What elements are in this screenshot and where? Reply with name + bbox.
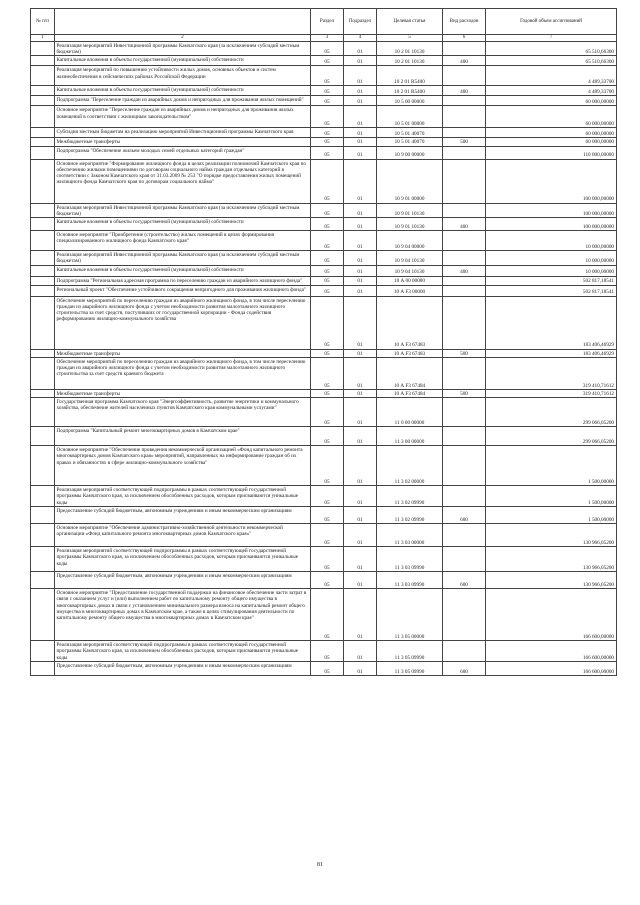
- header-amount: Годовой объем ассигнований: [486, 9, 617, 35]
- cell-amount: 110 000,00000: [486, 146, 617, 159]
- cell-amount: 166 600,00000: [486, 589, 617, 641]
- cell-exp-type: [443, 251, 486, 265]
- cell-target: 10 А F3 67483: [377, 296, 443, 349]
- cell-section: 05: [311, 446, 344, 486]
- cell-subsection: 01: [344, 251, 377, 265]
- cell-exp-type: [443, 398, 486, 427]
- cell-section: 05: [311, 86, 344, 96]
- cell-target: 10 9 04 10130: [377, 265, 443, 276]
- cell-num: [31, 641, 55, 662]
- cell-section: 05: [311, 56, 344, 66]
- cell-name: Подпрограмма "Обеспечение жильем молодых семей отдельных категорий граждан": [55, 146, 311, 159]
- cell-exp-type: [443, 296, 486, 349]
- cell-name: Предоставление субсидий бюджетным, автономным учреждениям и иным некоммерческим организациям: [55, 661, 311, 675]
- cell-target: 10 А F3 67484: [377, 389, 443, 397]
- cell-name: Предоставление субсидий бюджетным, автономным учреждениям и иным некоммерческим организациям: [55, 507, 311, 524]
- cell-num: [31, 106, 55, 128]
- cell-subsection: 01: [344, 128, 377, 138]
- cell-target: 10 2 01 10130: [377, 42, 443, 56]
- cell-subsection: 01: [344, 572, 377, 589]
- table-row: [31, 146, 617, 159]
- table-row: [31, 296, 617, 349]
- cell-exp-type: 400: [443, 86, 486, 96]
- cell-target: 10 2 01 R5400: [377, 66, 443, 86]
- cell-section: 05: [311, 285, 344, 296]
- table-row: [31, 231, 617, 251]
- cell-num: [31, 265, 55, 276]
- cell-section: 05: [311, 128, 344, 138]
- cell-name: Капитальные вложения в объекты государственной (муниципальной) собственности: [55, 86, 311, 96]
- cell-target: 11 3 03 00000: [377, 524, 443, 547]
- header-subsection: Подраздел: [344, 9, 377, 35]
- cell-target: 10 5 01 40070: [377, 128, 443, 138]
- table-row: [31, 251, 617, 265]
- cell-target: 10 9 00 00000: [377, 146, 443, 159]
- cell-name: Реализация мероприятий соответствующей подпрограммы в рамках соответствующей государственной программы Камчатского края, за исключением обособленных расходов, которым присваиваются уникальные коды: [55, 547, 311, 572]
- cell-section: 05: [311, 524, 344, 547]
- cell-amount: 130 966,05200: [486, 524, 617, 547]
- index-cell: 3: [311, 35, 344, 42]
- table-row: [31, 589, 617, 641]
- cell-num: [31, 486, 55, 507]
- cell-num: [31, 56, 55, 66]
- cell-amount: 299 066,05200: [486, 398, 617, 427]
- cell-amount: 60 000,00000: [486, 96, 617, 106]
- header-exp-type: Вид расходов: [443, 9, 486, 35]
- cell-subsection: 01: [344, 138, 377, 146]
- cell-amount: 502 817,18541: [486, 285, 617, 296]
- table-row: [31, 66, 617, 86]
- table-row: [31, 159, 617, 203]
- cell-target: 11 3 02 00000: [377, 446, 443, 486]
- cell-exp-type: [443, 106, 486, 128]
- cell-section: 05: [311, 641, 344, 662]
- cell-num: [31, 572, 55, 589]
- cell-amount: 60 000,00000: [486, 128, 617, 138]
- cell-target: 10 А F3 00000: [377, 285, 443, 296]
- cell-target: 10 9 04 00000: [377, 231, 443, 251]
- cell-exp-type: [443, 42, 486, 56]
- cell-name: Субсидии местным бюджетам на реализацию мероприятий Инвестиционной программы Камчатского края: [55, 128, 311, 138]
- table-row: [31, 641, 617, 662]
- cell-subsection: 01: [344, 42, 377, 56]
- cell-num: [31, 547, 55, 572]
- cell-num: [31, 218, 55, 231]
- table-row: [31, 42, 617, 56]
- cell-exp-type: [443, 231, 486, 251]
- cell-subsection: 01: [344, 285, 377, 296]
- cell-subsection: 01: [344, 86, 377, 96]
- cell-name: Реализация мероприятий Инвестиционной программы Камчатского края (за исключением субсидий местным бюджетам): [55, 42, 311, 56]
- cell-name: Подпрограмма "Капитальный ремонт многоквартирных домов в Камчатском крае": [55, 427, 311, 446]
- cell-exp-type: [443, 427, 486, 446]
- cell-num: [31, 276, 55, 285]
- cell-num: [31, 507, 55, 524]
- table-row: [31, 398, 617, 427]
- cell-exp-type: [443, 547, 486, 572]
- cell-target: 10 А 00 00000: [377, 276, 443, 285]
- cell-target: 10 2 01 R5400: [377, 86, 443, 96]
- cell-target: 11 3 03 09990: [377, 547, 443, 572]
- cell-name: Подпрограмма "Региональная адресная программа по переселению граждан из аварийного жилищного фонда": [55, 276, 311, 285]
- cell-subsection: 01: [344, 106, 377, 128]
- cell-amount: 166 600,00000: [486, 661, 617, 675]
- cell-subsection: 01: [344, 389, 377, 397]
- table-row: [31, 389, 617, 397]
- cell-subsection: 01: [344, 349, 377, 357]
- cell-name: Межбюджетные трансферты: [55, 349, 311, 357]
- cell-section: 05: [311, 146, 344, 159]
- cell-subsection: 01: [344, 357, 377, 389]
- cell-section: 05: [311, 389, 344, 397]
- cell-amount: 130 966,05200: [486, 572, 617, 589]
- table-row: [31, 203, 617, 217]
- cell-amount: 4 489,33700: [486, 66, 617, 86]
- cell-subsection: 01: [344, 231, 377, 251]
- header-section: Раздел: [311, 9, 344, 35]
- cell-exp-type: [443, 96, 486, 106]
- cell-subsection: 01: [344, 265, 377, 276]
- cell-subsection: 01: [344, 507, 377, 524]
- index-cell: 7: [486, 35, 617, 42]
- cell-section: 05: [311, 427, 344, 446]
- cell-num: [31, 427, 55, 446]
- cell-subsection: 01: [344, 446, 377, 486]
- table-row: [31, 427, 617, 446]
- cell-exp-type: [443, 203, 486, 217]
- cell-subsection: 01: [344, 66, 377, 86]
- cell-name: Межбюджетные трансферты: [55, 389, 311, 397]
- cell-target: 11 3 03 09990: [377, 572, 443, 589]
- page-number: 81: [317, 862, 323, 868]
- cell-section: 05: [311, 276, 344, 285]
- cell-num: [31, 296, 55, 349]
- cell-amount: 10 000,00000: [486, 265, 617, 276]
- table-row: [31, 486, 617, 507]
- cell-target: 10 5 01 00000: [377, 106, 443, 128]
- cell-name: Реализация мероприятий Инвестиционной программы Камчатского края (за исключением субсидий местным бюджетам): [55, 203, 311, 217]
- cell-name: Основное мероприятие "Обеспечение проведения некоммерческой организацией «Фонд капитального ремонта многоквартирных домов Камчатского края» мероприятий, направленных на информирование граждан об их правах и обязанностях в сфере жилищно-коммунального хозяйства": [55, 446, 311, 486]
- cell-section: 05: [311, 203, 344, 217]
- cell-subsection: 01: [344, 641, 377, 662]
- cell-target: 10 А F3 67484: [377, 357, 443, 389]
- cell-section: 05: [311, 547, 344, 572]
- cell-name: Реализация мероприятий соответствующей подпрограммы в рамках соответствующей государственной программы Камчатского края, за исключением обособленных расходов, которым присваиваются уникальные коды: [55, 641, 311, 662]
- cell-section: 05: [311, 296, 344, 349]
- cell-num: [31, 589, 55, 641]
- cell-subsection: 01: [344, 218, 377, 231]
- cell-exp-type: [443, 446, 486, 486]
- cell-num: [31, 349, 55, 357]
- cell-name: Подпрограмма "Переселение граждан из аварийных домов и непригодных для проживания жилых помещений": [55, 96, 311, 106]
- cell-target: 11 3 02 09990: [377, 486, 443, 507]
- table-row: [31, 96, 617, 106]
- cell-num: [31, 251, 55, 265]
- cell-target: 10 9 04 10130: [377, 251, 443, 265]
- cell-amount: 166 600,00000: [486, 641, 617, 662]
- cell-target: 10 9 01 10130: [377, 218, 443, 231]
- table-row: [31, 446, 617, 486]
- cell-amount: 60 000,00000: [486, 106, 617, 128]
- cell-amount: 319 410,71612: [486, 357, 617, 389]
- cell-exp-type: [443, 486, 486, 507]
- table-row: [31, 661, 617, 675]
- cell-name: Реализация мероприятий соответствующей подпрограммы в рамках соответствующей государственной программы Камчатского края, за исключением обособленных расходов, которым присваиваются уникальные коды: [55, 486, 311, 507]
- cell-name: Обеспечение мероприятий по переселению граждан из аварийного жилищного фонда, в том числе переселению граждан из аварийного жилищного фонда с учетом необходимости развития малоэтажного жилищного строительства за счет средств, поступивших от государственной корпорации - Фонда содействия реформированию жилищно-коммунального хозяйства: [55, 296, 311, 349]
- cell-name: Реализация мероприятий по повышению устойчивости жилых домов, основных объектов и систем жизнеобеспечения в сейсмических районах Российской Федерации: [55, 66, 311, 86]
- cell-section: 05: [311, 96, 344, 106]
- cell-num: [31, 159, 55, 203]
- cell-subsection: 01: [344, 486, 377, 507]
- cell-section: 05: [311, 42, 344, 56]
- cell-subsection: 01: [344, 203, 377, 217]
- cell-num: [31, 231, 55, 251]
- cell-amount: 130 966,05200: [486, 547, 617, 572]
- table-row: [31, 507, 617, 524]
- cell-subsection: 01: [344, 398, 377, 427]
- cell-subsection: 01: [344, 296, 377, 349]
- cell-exp-type: 400: [443, 218, 486, 231]
- cell-subsection: 01: [344, 56, 377, 66]
- header-target: Целевая статья: [377, 9, 443, 35]
- cell-name: Межбюджетные трансферты: [55, 138, 311, 146]
- cell-name: Основное мероприятие "Обеспечение административно-хозяйственной деятельности некоммерческой организации «Фонд капитального ремонта многоквартирных домов Камчатского края»": [55, 524, 311, 547]
- cell-section: 05: [311, 357, 344, 389]
- cell-num: [31, 661, 55, 675]
- cell-subsection: 01: [344, 589, 377, 641]
- index-cell: 4: [344, 35, 377, 42]
- cell-section: 05: [311, 398, 344, 427]
- cell-section: 05: [311, 66, 344, 86]
- cell-num: [31, 86, 55, 96]
- cell-num: [31, 128, 55, 138]
- cell-section: 05: [311, 265, 344, 276]
- cell-target: 10 2 01 10130: [377, 56, 443, 66]
- cell-name: Предоставление субсидий бюджетным, автономным учреждениям и иным некоммерческим организациям: [55, 572, 311, 589]
- cell-section: 05: [311, 159, 344, 203]
- cell-num: [31, 146, 55, 159]
- cell-num: [31, 389, 55, 397]
- cell-subsection: 01: [344, 427, 377, 446]
- cell-exp-type: 500: [443, 138, 486, 146]
- cell-exp-type: [443, 524, 486, 547]
- cell-exp-type: [443, 66, 486, 86]
- cell-amount: 100 000,00000: [486, 218, 617, 231]
- cell-amount: 183 406,46929: [486, 296, 617, 349]
- cell-amount: 100 000,00000: [486, 203, 617, 217]
- cell-exp-type: [443, 641, 486, 662]
- cell-name: Основное мероприятие "Предоставление государственной поддержки на финансовое обеспечение части затрат в связи с оказанием услуг и (или) выполнением работ по капитальному ремонту общего имущества в многоквартирных домах в связи с установлением минимального размера взноса на капитальный ремонт общего имущества в многоквартирных домах в Камчатском крае, а также в целях стимулирования деятельности по капитальному ремонту общего имущества в многоквартирных домах в Камчатском крае": [55, 589, 311, 641]
- cell-target: 11 3 05 09990: [377, 661, 443, 675]
- cell-name: Обеспечение мероприятий по переселению граждан из аварийного жилищного фонда, в том числе переселению граждан из аварийного жилищного фонда с учетом необходимости развития малоэтажного жилищного строительства за счет средств краевого бюджета: [55, 357, 311, 389]
- cell-section: 05: [311, 572, 344, 589]
- cell-num: [31, 398, 55, 427]
- cell-section: 05: [311, 138, 344, 146]
- cell-target: 10 5 01 40070: [377, 138, 443, 146]
- cell-num: [31, 96, 55, 106]
- cell-exp-type: [443, 276, 486, 285]
- table-body: [31, 42, 617, 676]
- cell-section: 05: [311, 507, 344, 524]
- cell-name: Реализация мероприятий Инвестиционной программы Камчатского края (за исключением субсидий местным бюджетам): [55, 251, 311, 265]
- cell-name: Государственная программа Камчатского края "Энергоэффективность, развитие энергетики и коммунального хозяйства, обеспечение жителей населенных пунктов Камчатского края коммунальными услугами": [55, 398, 311, 427]
- cell-subsection: 01: [344, 547, 377, 572]
- cell-section: 05: [311, 589, 344, 641]
- cell-target: 11 3 05 00000: [377, 589, 443, 641]
- cell-target: 10 5 00 00000: [377, 96, 443, 106]
- cell-exp-type: 400: [443, 265, 486, 276]
- cell-num: [31, 446, 55, 486]
- header-num: № п/п: [31, 9, 55, 35]
- cell-amount: 65 510,66300: [486, 42, 617, 56]
- cell-amount: 299 066,05200: [486, 427, 617, 446]
- table-row: [31, 357, 617, 389]
- cell-name: Капитальные вложения в объекты государственной (муниципальной) собственности: [55, 265, 311, 276]
- cell-amount: 183 406,46929: [486, 349, 617, 357]
- index-cell: 5: [377, 35, 443, 42]
- table-row: [31, 106, 617, 128]
- cell-section: 05: [311, 349, 344, 357]
- cell-amount: 1 500,00000: [486, 486, 617, 507]
- cell-exp-type: [443, 128, 486, 138]
- table-row: [31, 86, 617, 96]
- cell-num: [31, 357, 55, 389]
- index-cell: 6: [443, 35, 486, 42]
- cell-exp-type: [443, 146, 486, 159]
- cell-target: 10 9 01 00000: [377, 159, 443, 203]
- cell-section: 05: [311, 486, 344, 507]
- index-cell: 1: [31, 35, 55, 42]
- cell-exp-type: [443, 285, 486, 296]
- table-row: [31, 285, 617, 296]
- cell-exp-type: 500: [443, 349, 486, 357]
- cell-subsection: 01: [344, 146, 377, 159]
- cell-target: 10 9 01 10130: [377, 203, 443, 217]
- cell-subsection: 01: [344, 159, 377, 203]
- cell-amount: 4 489,33700: [486, 86, 617, 96]
- cell-amount: 1 500,00000: [486, 507, 617, 524]
- cell-exp-type: 400: [443, 56, 486, 66]
- table-row: [31, 524, 617, 547]
- cell-num: [31, 524, 55, 547]
- cell-name: Основное мероприятие "Приобретение (строительство) жилых помещений в целях формирования специализированного жилищного фонда Камчатского края": [55, 231, 311, 251]
- table-row: [31, 128, 617, 138]
- cell-amount: 65 510,66300: [486, 56, 617, 66]
- cell-subsection: 01: [344, 276, 377, 285]
- cell-section: 05: [311, 106, 344, 128]
- cell-exp-type: 600: [443, 661, 486, 675]
- cell-section: 05: [311, 251, 344, 265]
- cell-amount: 100 000,00000: [486, 159, 617, 203]
- table-row: [31, 56, 617, 66]
- table-index-row: [31, 35, 617, 42]
- table-header-row: [31, 9, 617, 35]
- cell-exp-type: 600: [443, 572, 486, 589]
- cell-subsection: 01: [344, 661, 377, 675]
- cell-num: [31, 203, 55, 217]
- cell-name: Капитальные вложения в объекты государственной (муниципальной) собственности: [55, 218, 311, 231]
- cell-subsection: 01: [344, 524, 377, 547]
- cell-exp-type: 500: [443, 389, 486, 397]
- cell-section: 05: [311, 661, 344, 675]
- cell-name: Региональный проект "Обеспечение устойчивого сокращения непригодного для проживания жилищного фонда": [55, 285, 311, 296]
- cell-exp-type: [443, 357, 486, 389]
- table-row: [31, 276, 617, 285]
- cell-exp-type: [443, 589, 486, 641]
- cell-target: 11 3 02 09990: [377, 507, 443, 524]
- cell-name: Капитальные вложения в объекты государственной (муниципальной) собственности: [55, 56, 311, 66]
- cell-amount: 60 000,00000: [486, 138, 617, 146]
- table-row: [31, 218, 617, 231]
- cell-exp-type: 600: [443, 507, 486, 524]
- table-row: [31, 572, 617, 589]
- cell-amount: 502 817,18541: [486, 276, 617, 285]
- cell-num: [31, 66, 55, 86]
- budget-sheet: [30, 8, 616, 676]
- cell-name: Основное мероприятие "Формирование жилищного фонда в целях реализации полномочий Камчатского края по обеспечению жилыми помещениями по договорам социального найма граждан отдельных категорий в соответствии с Законом Камчатского края от 31.03.2009 № 253 "О порядке предоставления жилых помещений жилищного фонда Камчатского края по договорам социального найма": [55, 159, 311, 203]
- table-row: [31, 349, 617, 357]
- cell-target: 11 3 05 09990: [377, 641, 443, 662]
- cell-subsection: 01: [344, 96, 377, 106]
- cell-amount: 319 410,71612: [486, 389, 617, 397]
- cell-num: [31, 285, 55, 296]
- table-row: [31, 547, 617, 572]
- cell-target: 11 3 00 00000: [377, 427, 443, 446]
- table-row: [31, 138, 617, 146]
- cell-target: 11 0 00 00000: [377, 398, 443, 427]
- table-row: [31, 265, 617, 276]
- cell-section: 05: [311, 218, 344, 231]
- cell-amount: 1 500,00000: [486, 446, 617, 486]
- header-name: [55, 9, 311, 35]
- cell-amount: 10 000,00000: [486, 251, 617, 265]
- cell-exp-type: [443, 159, 486, 203]
- cell-target: 10 А F3 67483: [377, 349, 443, 357]
- cell-num: [31, 42, 55, 56]
- index-cell: 2: [55, 35, 311, 42]
- cell-name: Основное мероприятие "Переселение граждан из аварийных домов и непригодных для проживания жилых помещений в соответствии с жилищным законодательством": [55, 106, 311, 128]
- cell-num: [31, 138, 55, 146]
- cell-amount: 10 000,00000: [486, 231, 617, 251]
- budget-table: [30, 8, 617, 676]
- cell-section: 05: [311, 231, 344, 251]
